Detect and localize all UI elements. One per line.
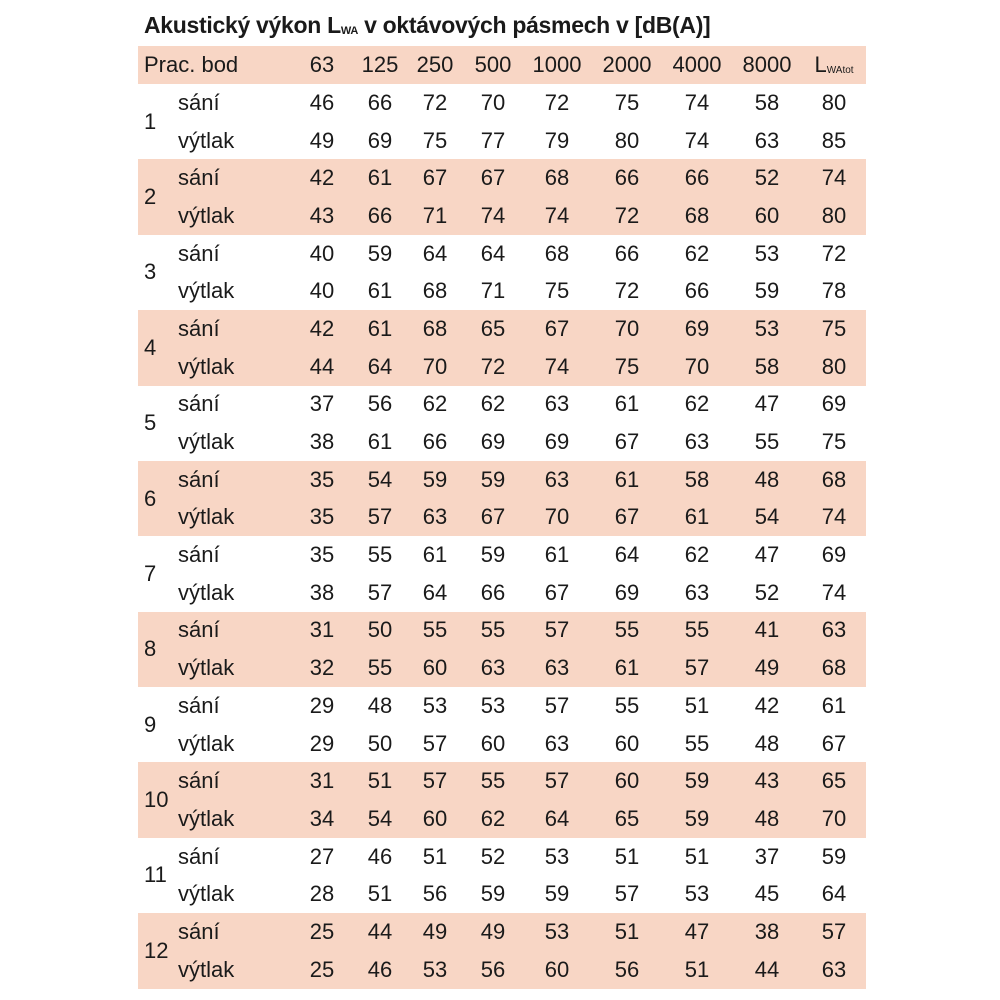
operating-point-number: 7 xyxy=(144,560,157,586)
band-level-cell: 54 xyxy=(354,800,406,838)
band-level-cell: 57 xyxy=(522,762,592,800)
table-row xyxy=(138,423,866,461)
band-level-cell: 53 xyxy=(684,881,710,907)
band-level-cell: 53 xyxy=(422,692,448,718)
total-level-cell: 63 xyxy=(802,612,866,650)
band-level-cell: 69 xyxy=(614,579,640,605)
band-level-cell: 38 xyxy=(309,579,335,605)
band-level-cell: 42 xyxy=(290,310,354,348)
band-level-cell: 55 xyxy=(464,762,522,800)
band-level-cell: 53 xyxy=(544,843,570,869)
band-level-cell: 70 xyxy=(522,499,592,537)
band-level-cell: 71 xyxy=(406,197,464,235)
band-level-cell: 42 xyxy=(290,159,354,197)
header-point-label: Prac. bod xyxy=(138,46,290,84)
band-level-cell: 74 xyxy=(522,197,592,235)
band-level-cell: 29 xyxy=(309,692,335,718)
band-level-cell: 69 xyxy=(480,429,506,455)
band-level-cell: 46 xyxy=(354,951,406,989)
band-level-cell: 47 xyxy=(754,542,780,568)
band-level-cell: 58 xyxy=(662,461,732,499)
band-level-cell: 51 xyxy=(367,881,393,907)
band-level-cell: 74 xyxy=(522,348,592,386)
band-level-cell: 45 xyxy=(754,881,780,907)
band-level-cell: 35 xyxy=(290,499,354,537)
band-level-cell: 35 xyxy=(309,542,335,568)
band-level-cell: 55 xyxy=(754,429,780,455)
band-level-cell: 34 xyxy=(290,800,354,838)
header-band-2000: 2000 xyxy=(592,46,662,84)
band-level-cell: 25 xyxy=(290,951,354,989)
operating-point-number: 1 xyxy=(144,108,157,134)
band-level-cell: 63 xyxy=(522,461,592,499)
operating-point-number: 6 xyxy=(138,461,178,536)
table-row xyxy=(138,159,866,197)
band-level-cell: 46 xyxy=(309,89,335,115)
band-level-cell: 49 xyxy=(309,127,335,153)
band-level-cell: 59 xyxy=(464,461,522,499)
total-level-cell: 64 xyxy=(821,881,847,907)
band-level-cell: 60 xyxy=(614,730,640,756)
mode-label-suction: sání xyxy=(178,89,220,115)
band-level-cell: 59 xyxy=(367,240,393,266)
header-total-sub: WAtot xyxy=(826,65,854,76)
table-row xyxy=(138,235,866,273)
band-level-cell: 63 xyxy=(464,649,522,687)
band-level-cell: 61 xyxy=(367,429,393,455)
band-level-cell: 59 xyxy=(754,278,780,304)
band-level-cell: 50 xyxy=(367,730,393,756)
band-level-cell: 59 xyxy=(544,881,570,907)
total-level-cell: 68 xyxy=(802,461,866,499)
table-row xyxy=(138,348,866,386)
band-level-cell: 48 xyxy=(732,800,802,838)
band-level-cell: 53 xyxy=(522,913,592,951)
header-band-8000: 8000 xyxy=(732,46,802,84)
band-level-cell: 60 xyxy=(592,762,662,800)
band-level-cell: 68 xyxy=(544,240,570,266)
table-row xyxy=(138,84,866,122)
band-level-cell: 63 xyxy=(544,730,570,756)
band-level-cell: 60 xyxy=(406,800,464,838)
band-level-cell: 66 xyxy=(592,159,662,197)
band-level-cell: 62 xyxy=(684,240,710,266)
operating-point-number: 4 xyxy=(138,310,178,385)
table-row xyxy=(138,951,866,989)
band-level-cell: 56 xyxy=(422,881,448,907)
band-level-cell: 60 xyxy=(732,197,802,235)
mode-label-suction: sání xyxy=(178,159,290,197)
band-level-cell: 59 xyxy=(662,762,732,800)
header-band-125: 125 xyxy=(354,46,406,84)
table-row xyxy=(138,875,866,913)
mode-label-discharge: výtlak xyxy=(178,800,290,838)
operating-point-number: 10 xyxy=(138,762,178,837)
band-level-cell: 61 xyxy=(367,278,393,304)
table-row xyxy=(138,499,866,537)
band-level-cell: 49 xyxy=(406,913,464,951)
band-level-cell: 48 xyxy=(367,692,393,718)
band-level-cell: 57 xyxy=(662,649,732,687)
band-level-cell: 64 xyxy=(422,579,448,605)
band-level-cell: 40 xyxy=(309,240,335,266)
total-level-cell: 85 xyxy=(821,127,847,153)
band-level-cell: 50 xyxy=(354,612,406,650)
band-level-cell: 47 xyxy=(754,391,780,417)
band-level-cell: 40 xyxy=(309,278,335,304)
band-level-cell: 66 xyxy=(480,579,506,605)
band-level-cell: 58 xyxy=(732,348,802,386)
band-level-cell: 55 xyxy=(354,649,406,687)
band-level-cell: 25 xyxy=(290,913,354,951)
band-level-cell: 63 xyxy=(684,579,710,605)
band-level-cell: 64 xyxy=(422,240,448,266)
mode-label-suction: sání xyxy=(178,913,290,951)
band-level-cell: 38 xyxy=(732,913,802,951)
band-level-cell: 59 xyxy=(480,881,506,907)
band-level-cell: 72 xyxy=(592,197,662,235)
band-level-cell: 64 xyxy=(522,800,592,838)
band-level-cell: 57 xyxy=(406,762,464,800)
total-level-cell: 74 xyxy=(802,159,866,197)
band-level-cell: 51 xyxy=(684,692,710,718)
band-level-cell: 75 xyxy=(614,89,640,115)
band-level-cell: 43 xyxy=(732,762,802,800)
band-level-cell: 51 xyxy=(662,951,732,989)
band-level-cell: 61 xyxy=(614,391,640,417)
band-level-cell: 57 xyxy=(544,692,570,718)
band-level-cell: 66 xyxy=(684,278,710,304)
mode-label-suction: sání xyxy=(178,461,290,499)
band-level-cell: 53 xyxy=(732,310,802,348)
header-total xyxy=(802,46,866,84)
band-level-cell: 67 xyxy=(614,429,640,455)
band-level-cell: 65 xyxy=(592,800,662,838)
band-level-cell: 38 xyxy=(309,429,335,455)
band-level-cell: 53 xyxy=(754,240,780,266)
operating-point-number: 8 xyxy=(138,612,178,687)
mode-label-discharge: výtlak xyxy=(178,278,235,304)
mode-label-suction: sání xyxy=(178,612,290,650)
header-band-4000: 4000 xyxy=(662,46,732,84)
band-level-cell: 66 xyxy=(354,197,406,235)
table-row xyxy=(138,310,866,348)
band-level-cell: 60 xyxy=(522,951,592,989)
total-level-cell: 61 xyxy=(821,692,847,718)
table-row xyxy=(138,536,866,574)
total-level-cell: 80 xyxy=(802,197,866,235)
band-level-cell: 51 xyxy=(422,843,448,869)
band-level-cell: 63 xyxy=(522,649,592,687)
band-level-cell: 72 xyxy=(614,278,640,304)
band-level-cell: 75 xyxy=(422,127,448,153)
band-level-cell: 67 xyxy=(464,159,522,197)
band-level-cell: 57 xyxy=(522,612,592,650)
band-level-cell: 56 xyxy=(464,951,522,989)
band-level-cell: 68 xyxy=(406,310,464,348)
table-row xyxy=(138,386,866,424)
table-row xyxy=(138,687,866,725)
total-level-cell: 80 xyxy=(821,89,847,115)
band-level-cell: 53 xyxy=(406,951,464,989)
band-level-cell: 59 xyxy=(406,461,464,499)
band-level-cell: 61 xyxy=(354,159,406,197)
band-level-cell: 55 xyxy=(464,612,522,650)
band-level-cell: 59 xyxy=(480,542,506,568)
band-level-cell: 27 xyxy=(309,843,335,869)
total-level-cell: 72 xyxy=(821,240,847,266)
band-level-cell: 48 xyxy=(754,730,780,756)
table-row xyxy=(138,612,866,650)
band-level-cell: 57 xyxy=(614,881,640,907)
band-level-cell: 49 xyxy=(464,913,522,951)
band-level-cell: 55 xyxy=(684,730,710,756)
band-level-cell: 67 xyxy=(522,310,592,348)
band-level-cell: 60 xyxy=(480,730,506,756)
band-level-cell: 53 xyxy=(480,692,506,718)
table-row xyxy=(138,838,866,876)
table-body xyxy=(138,84,866,989)
total-level-cell: 75 xyxy=(821,429,847,455)
band-level-cell: 65 xyxy=(464,310,522,348)
table-row xyxy=(138,800,866,838)
band-level-cell: 61 xyxy=(354,310,406,348)
mode-label-discharge: výtlak xyxy=(178,649,290,687)
band-level-cell: 52 xyxy=(732,159,802,197)
operating-point-number: 5 xyxy=(144,410,157,436)
band-level-cell: 37 xyxy=(754,843,780,869)
band-level-cell: 69 xyxy=(367,127,393,153)
band-level-cell: 66 xyxy=(614,240,640,266)
band-level-cell: 44 xyxy=(290,348,354,386)
table-row xyxy=(138,649,866,687)
mode-label-suction: sání xyxy=(178,391,220,417)
band-level-cell: 32 xyxy=(290,649,354,687)
total-level-cell: 57 xyxy=(802,913,866,951)
total-level-cell: 59 xyxy=(821,843,847,869)
mode-label-discharge: výtlak xyxy=(178,881,235,907)
band-level-cell: 61 xyxy=(592,649,662,687)
band-level-cell: 66 xyxy=(367,89,393,115)
band-level-cell: 63 xyxy=(754,127,780,153)
band-level-cell: 47 xyxy=(662,913,732,951)
band-level-cell: 51 xyxy=(592,913,662,951)
band-level-cell: 37 xyxy=(309,391,335,417)
header-row xyxy=(138,46,866,84)
band-level-cell: 61 xyxy=(662,499,732,537)
band-level-cell: 55 xyxy=(592,612,662,650)
band-level-cell: 70 xyxy=(480,89,506,115)
mode-label-discharge: výtlak xyxy=(178,429,235,455)
band-level-cell: 57 xyxy=(354,499,406,537)
mode-label-discharge: výtlak xyxy=(178,127,235,153)
band-level-cell: 31 xyxy=(290,612,354,650)
mode-label-discharge: výtlak xyxy=(178,499,290,537)
band-level-cell: 63 xyxy=(406,499,464,537)
table-row xyxy=(138,913,866,951)
band-level-cell: 75 xyxy=(592,348,662,386)
band-level-cell: 62 xyxy=(464,800,522,838)
band-level-cell: 66 xyxy=(662,159,732,197)
band-level-cell: 63 xyxy=(684,429,710,455)
total-level-cell: 80 xyxy=(802,348,866,386)
band-level-cell: 62 xyxy=(480,391,506,417)
band-level-cell: 31 xyxy=(290,762,354,800)
band-level-cell: 49 xyxy=(732,649,802,687)
header-band-1000: 1000 xyxy=(522,46,592,84)
table-title xyxy=(144,10,710,46)
band-level-cell: 77 xyxy=(480,127,506,153)
band-level-cell: 74 xyxy=(464,197,522,235)
band-level-cell: 52 xyxy=(754,579,780,605)
band-level-cell: 51 xyxy=(684,843,710,869)
title-prefix: Akustický výkon L xyxy=(144,12,341,38)
mode-label-discharge: výtlak xyxy=(178,951,290,989)
band-level-cell: 60 xyxy=(406,649,464,687)
band-level-cell: 72 xyxy=(544,89,570,115)
header-total-main: L xyxy=(814,52,827,77)
header-band-63: 63 xyxy=(290,46,354,84)
mode-label-suction: sání xyxy=(178,843,220,869)
band-level-cell: 57 xyxy=(367,579,393,605)
total-level-cell: 78 xyxy=(821,278,847,304)
band-level-cell: 61 xyxy=(592,461,662,499)
band-level-cell: 70 xyxy=(406,348,464,386)
band-level-cell: 70 xyxy=(662,348,732,386)
band-level-cell: 57 xyxy=(422,730,448,756)
band-level-cell: 58 xyxy=(754,89,780,115)
band-level-cell: 71 xyxy=(480,278,506,304)
band-level-cell: 48 xyxy=(732,461,802,499)
title-suffix: v oktávových pásmech v [dB(A)] xyxy=(358,12,711,38)
band-level-cell: 70 xyxy=(592,310,662,348)
operating-point-number: 3 xyxy=(144,259,157,285)
band-level-cell: 55 xyxy=(614,692,640,718)
mode-label-discharge: výtlak xyxy=(178,348,290,386)
band-level-cell: 61 xyxy=(544,542,570,568)
band-level-cell: 54 xyxy=(732,499,802,537)
band-level-cell: 79 xyxy=(544,127,570,153)
band-level-cell: 55 xyxy=(662,612,732,650)
band-level-cell: 64 xyxy=(480,240,506,266)
total-level-cell: 67 xyxy=(821,730,847,756)
total-level-cell: 69 xyxy=(821,391,847,417)
band-level-cell: 74 xyxy=(684,127,710,153)
table-row xyxy=(138,725,866,763)
mode-label-discharge: výtlak xyxy=(178,197,290,235)
total-level-cell: 69 xyxy=(821,542,847,568)
band-level-cell: 62 xyxy=(684,391,710,417)
band-level-cell: 75 xyxy=(544,278,570,304)
total-level-cell: 74 xyxy=(802,499,866,537)
band-level-cell: 44 xyxy=(732,951,802,989)
title-subscript: WA xyxy=(340,25,358,37)
band-level-cell: 66 xyxy=(422,429,448,455)
table-row xyxy=(138,197,866,235)
band-level-cell: 59 xyxy=(662,800,732,838)
band-level-cell: 41 xyxy=(732,612,802,650)
band-level-cell: 46 xyxy=(367,843,393,869)
band-level-cell: 51 xyxy=(354,762,406,800)
band-level-cell: 51 xyxy=(614,843,640,869)
band-level-cell: 55 xyxy=(367,542,393,568)
mode-label-discharge: výtlak xyxy=(178,579,235,605)
operating-point-number: 2 xyxy=(138,159,178,234)
band-level-cell: 61 xyxy=(422,542,448,568)
mode-label-suction: sání xyxy=(178,542,220,568)
band-level-cell: 67 xyxy=(464,499,522,537)
band-level-cell: 63 xyxy=(544,391,570,417)
band-level-cell: 74 xyxy=(684,89,710,115)
band-level-cell: 72 xyxy=(464,348,522,386)
total-level-cell: 65 xyxy=(802,762,866,800)
band-level-cell: 55 xyxy=(406,612,464,650)
header-band-500: 500 xyxy=(464,46,522,84)
band-level-cell: 69 xyxy=(544,429,570,455)
total-level-cell: 70 xyxy=(802,800,866,838)
band-level-cell: 29 xyxy=(309,730,335,756)
table-row xyxy=(138,461,866,499)
mode-label-suction: sání xyxy=(178,762,290,800)
band-level-cell: 80 xyxy=(614,127,640,153)
total-level-cell: 74 xyxy=(821,579,847,605)
band-level-cell: 42 xyxy=(754,692,780,718)
operating-point-number: 11 xyxy=(144,862,167,888)
band-level-cell: 43 xyxy=(290,197,354,235)
total-level-cell: 75 xyxy=(802,310,866,348)
band-level-cell: 62 xyxy=(422,391,448,417)
band-level-cell: 62 xyxy=(684,542,710,568)
band-level-cell: 68 xyxy=(662,197,732,235)
mode-label-discharge: výtlak xyxy=(178,730,235,756)
total-level-cell: 68 xyxy=(802,649,866,687)
band-level-cell: 67 xyxy=(544,579,570,605)
band-level-cell: 35 xyxy=(290,461,354,499)
mode-label-suction: sání xyxy=(178,240,220,266)
band-level-cell: 64 xyxy=(354,348,406,386)
sound-power-table xyxy=(138,46,866,989)
mode-label-suction: sání xyxy=(178,310,290,348)
band-level-cell: 67 xyxy=(592,499,662,537)
mode-label-suction: sání xyxy=(178,692,220,718)
total-level-cell: 63 xyxy=(802,951,866,989)
band-level-cell: 28 xyxy=(309,881,335,907)
table-row xyxy=(138,574,866,612)
band-level-cell: 68 xyxy=(422,278,448,304)
band-level-cell: 72 xyxy=(422,89,448,115)
band-level-cell: 56 xyxy=(367,391,393,417)
operating-point-number: 9 xyxy=(144,711,157,737)
band-level-cell: 67 xyxy=(406,159,464,197)
band-level-cell: 68 xyxy=(522,159,592,197)
operating-point-number: 12 xyxy=(138,913,178,988)
band-level-cell: 69 xyxy=(662,310,732,348)
band-level-cell: 64 xyxy=(614,542,640,568)
band-level-cell: 56 xyxy=(592,951,662,989)
band-level-cell: 52 xyxy=(480,843,506,869)
table-row xyxy=(138,762,866,800)
table-row xyxy=(138,122,866,160)
band-level-cell: 54 xyxy=(354,461,406,499)
table-row xyxy=(138,272,866,310)
header-band-250: 250 xyxy=(406,46,464,84)
band-level-cell: 44 xyxy=(354,913,406,951)
